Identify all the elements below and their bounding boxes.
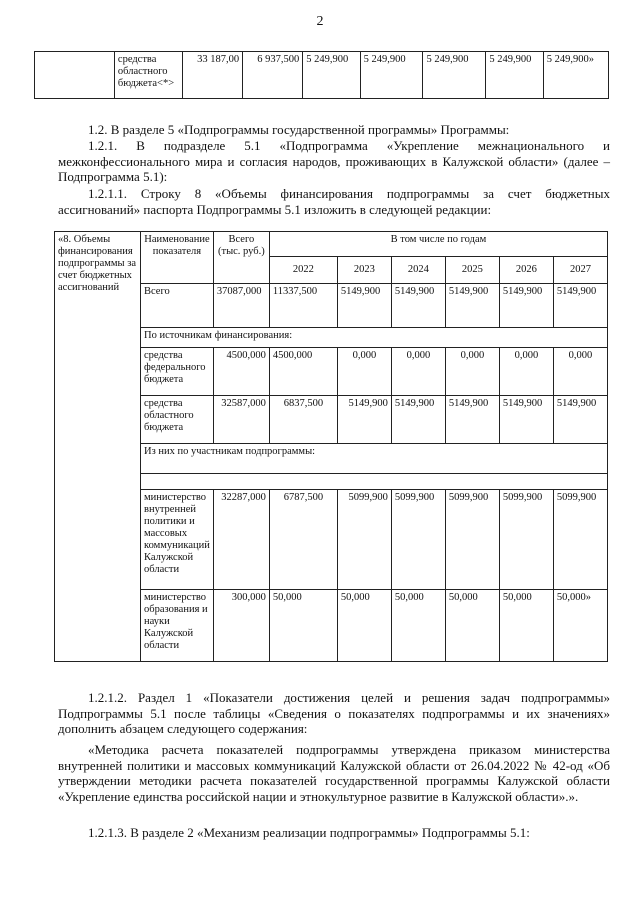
- row-value: 0,000: [391, 348, 445, 396]
- paragraph-2: 1.2.1. В подразделе 5.1 «Подпрограмма «Укрепление межнационального и межконфессионального мира и согласия народов, проживающих в Калужской области» (далее – Подпрограмма 5.1):: [58, 138, 610, 184]
- table-cell: 33 187,00: [183, 52, 243, 99]
- row-label: министерство образования и науки Калужской области: [141, 590, 214, 662]
- row-value: 5149,900: [445, 284, 499, 328]
- top-table: [34, 51, 609, 99]
- table-cell: средства областного бюджета<*>: [114, 52, 182, 99]
- row-value: 5099,900: [553, 490, 607, 590]
- row-value: 11337,500: [269, 284, 337, 328]
- paragraph-1: 1.2. В разделе 5 «Подпрограммы государственной программы» Программы:: [88, 122, 510, 137]
- row-total: 300,000: [213, 590, 269, 662]
- row-value: 5149,900: [391, 396, 445, 444]
- row-value: 4500,000: [269, 348, 337, 396]
- row-title-cell: «8. Объемы финансирования подпрограммы за счет бюджетных ассигнований: [55, 232, 141, 662]
- row-value: 50,000»: [553, 590, 607, 662]
- row-total: 4500,000: [213, 348, 269, 396]
- row-value: 5099,900: [391, 490, 445, 590]
- row-value: 50,000: [337, 590, 391, 662]
- table-cell: 6 937,500: [243, 52, 303, 99]
- table-row: [55, 232, 608, 257]
- table-cell: 5 249,900: [360, 52, 423, 99]
- year-header: 2027: [553, 257, 607, 284]
- table-row: [35, 52, 609, 99]
- row-value: 0,000: [499, 348, 553, 396]
- row-value: 5149,900: [391, 284, 445, 328]
- row-value: 5149,900: [445, 396, 499, 444]
- row-value: 5099,900: [499, 490, 553, 590]
- row-total: 32287,000: [213, 490, 269, 590]
- table-cell: 5 249,900: [423, 52, 486, 99]
- table-cell: 5 249,900: [303, 52, 360, 99]
- year-header: 2025: [445, 257, 499, 284]
- row-value: 0,000: [337, 348, 391, 396]
- row-value: 5099,900: [445, 490, 499, 590]
- row-label: средства областного бюджета: [141, 396, 214, 444]
- year-header: 2024: [391, 257, 445, 284]
- year-header: 2022: [269, 257, 337, 284]
- row-value: 50,000: [269, 590, 337, 662]
- year-header: 2026: [499, 257, 553, 284]
- row-value: 50,000: [499, 590, 553, 662]
- row-value: 6837,500: [269, 396, 337, 444]
- row-label: Всего: [141, 284, 214, 328]
- header-name: Наименование показателя: [141, 232, 214, 284]
- paragraph-3: 1.2.1.1. Строку 8 «Объемы финансирования подпрограммы за счет бюджетных ассигнований» паспорта Подпрограммы 5.1 изложить в следующей редакции:: [58, 186, 610, 217]
- row-value: 5149,900: [337, 284, 391, 328]
- header-years: В том числе по годам: [269, 232, 607, 257]
- year-header: 2023: [337, 257, 391, 284]
- row-label: средства федерального бюджета: [141, 348, 214, 396]
- paragraph-4: 1.2.1.2. Раздел 1 «Показатели достижения целей и решения задач подпрограммы» Подпрограммы 5.1 после таблицы «Сведения о показателях подпрограммы и их значениях» дополнить абзацем следующего содержания:: [58, 690, 610, 736]
- paragraph-5: «Методика расчета показателей подпрограммы утверждена приказом министерства внутренней политики и массовых коммуникаций Калужской области от 26.04.2022 № 42-од «Об утверждении методики расчета показателей государственной программы Калужской области «Укрепление единства российской нации и этнокультурное развитие в Калужской области».».: [58, 742, 610, 804]
- section-participants: Из них по участникам подпрограммы:: [141, 444, 608, 474]
- spacer-row: [141, 474, 608, 490]
- header-total: Всего (тыс. руб.): [213, 232, 269, 284]
- table-cell: 5 249,900»: [543, 52, 608, 99]
- row-value: 5149,900: [499, 396, 553, 444]
- row-label: министерство внутренней политики и массовых коммуникаций Калужской области: [141, 490, 214, 590]
- row-value: 0,000: [445, 348, 499, 396]
- paragraph-6: 1.2.1.3. В разделе 2 «Механизм реализации подпрограммы» Подпрограммы 5.1:: [88, 825, 530, 840]
- row-total: 37087,000: [213, 284, 269, 328]
- row-value: 50,000: [445, 590, 499, 662]
- table-cell: [35, 52, 115, 99]
- section-sources: По источникам финансирования:: [141, 328, 608, 348]
- financing-table: [54, 231, 608, 662]
- row-value: 5149,900: [553, 284, 607, 328]
- page-number: 2: [316, 14, 324, 29]
- row-value: 5149,900: [553, 396, 607, 444]
- row-value: 0,000: [553, 348, 607, 396]
- row-total: 32587,000: [213, 396, 269, 444]
- row-value: 50,000: [391, 590, 445, 662]
- table-cell: 5 249,900: [486, 52, 543, 99]
- row-value: 5099,900: [337, 490, 391, 590]
- row-value: 6787,500: [269, 490, 337, 590]
- row-value: 5149,900: [337, 396, 391, 444]
- row-value: 5149,900: [499, 284, 553, 328]
